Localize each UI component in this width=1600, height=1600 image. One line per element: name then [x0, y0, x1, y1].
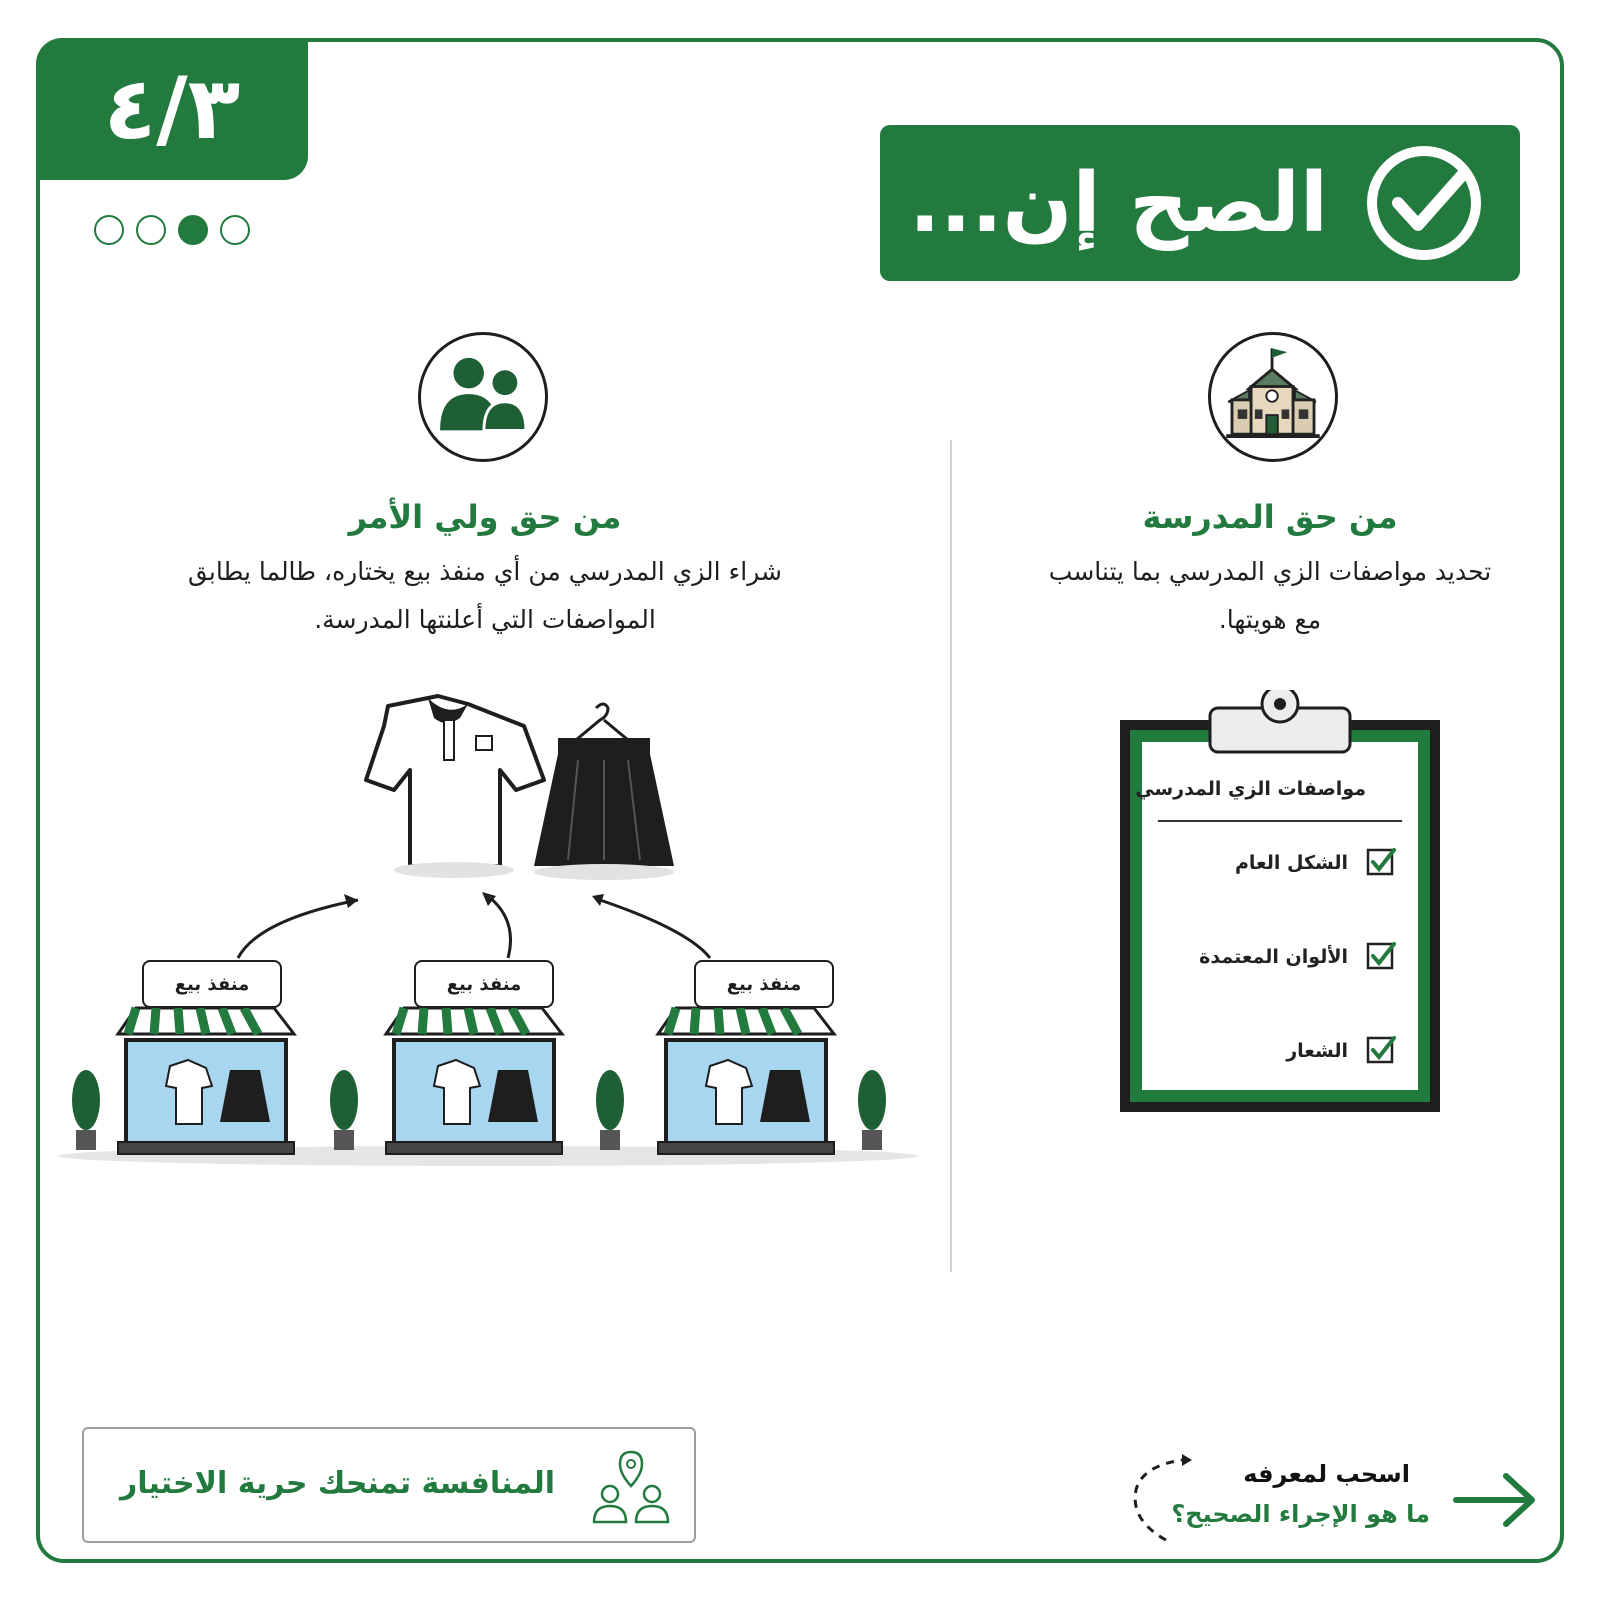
clipboard-heading: مواصفات الزي المدرسي [1135, 778, 1366, 800]
parent-description-line: المواصفات التي أعلنتها المدرسة. [314, 605, 656, 634]
column-divider [950, 440, 952, 1272]
school-description-line: مع هويتها. [1218, 605, 1322, 634]
page-indicator: ٤/٣ [36, 38, 308, 180]
pagination-dot[interactable] [94, 215, 124, 245]
school-icon-circle [1208, 332, 1338, 462]
clipboard-divider [1158, 820, 1402, 822]
school-column-heading: من حق المدرسة [1142, 498, 1398, 536]
school-building-icon [1211, 335, 1335, 459]
clipboard-item: الشكل العام [1234, 852, 1348, 874]
storefront-icon [386, 1008, 562, 1154]
polo-shirt-icon [366, 696, 544, 878]
title-banner [880, 125, 1520, 281]
next-arrow-icon[interactable] [1450, 1470, 1540, 1530]
parents-icon [421, 335, 545, 459]
swipe-hint-line2[interactable]: ما هو الإجراء الصحيح؟ [1171, 1500, 1430, 1528]
plant-icon [72, 1070, 100, 1150]
stores-illustration [48, 690, 928, 1200]
checkbox-checked-icon [1366, 940, 1396, 970]
storefront-icon [118, 1008, 294, 1154]
parent-description-line: شراء الزي المدرسي من أي منفذ بيع يختاره، طالما يطابق [188, 557, 782, 586]
school-column-description [990, 548, 1550, 644]
plant-icon [858, 1070, 886, 1150]
check-circle-icon [1364, 143, 1484, 263]
clipboard-item: الألوان المعتمدة [1199, 946, 1348, 968]
pagination-dot[interactable] [220, 215, 250, 245]
parent-column-heading: من حق ولي الأمر [348, 498, 622, 536]
store-label: منفذ بيع [414, 960, 554, 1008]
page-title: الصح إن... [909, 155, 1328, 251]
storefront-icon [658, 1008, 834, 1154]
pagination-dot[interactable] [136, 215, 166, 245]
curved-dashed-arrow-icon [1126, 1450, 1196, 1545]
parent-column-description [130, 548, 840, 644]
competition-text: المنافسة تمنحك حرية الاختيار [120, 1466, 556, 1501]
plant-icon [596, 1070, 624, 1150]
plant-icon [330, 1070, 358, 1150]
store-label: منفذ بيع [142, 960, 282, 1008]
school-description-line: تحديد مواصفات الزي المدرسي بما يتناسب [1048, 557, 1492, 586]
skirt-icon [534, 704, 674, 880]
clipboard-item: الشعار [1286, 1040, 1348, 1062]
pagination-dot-active[interactable] [178, 215, 208, 245]
store-label: منفذ بيع [694, 960, 834, 1008]
parents-icon-circle [418, 332, 548, 462]
pagination-dots [94, 215, 250, 245]
checkbox-checked-icon [1366, 846, 1396, 876]
location-people-icon [588, 1448, 674, 1524]
swipe-hint-line1: اسحب لمعرفه [1243, 1460, 1410, 1488]
checkbox-checked-icon [1366, 1034, 1396, 1064]
